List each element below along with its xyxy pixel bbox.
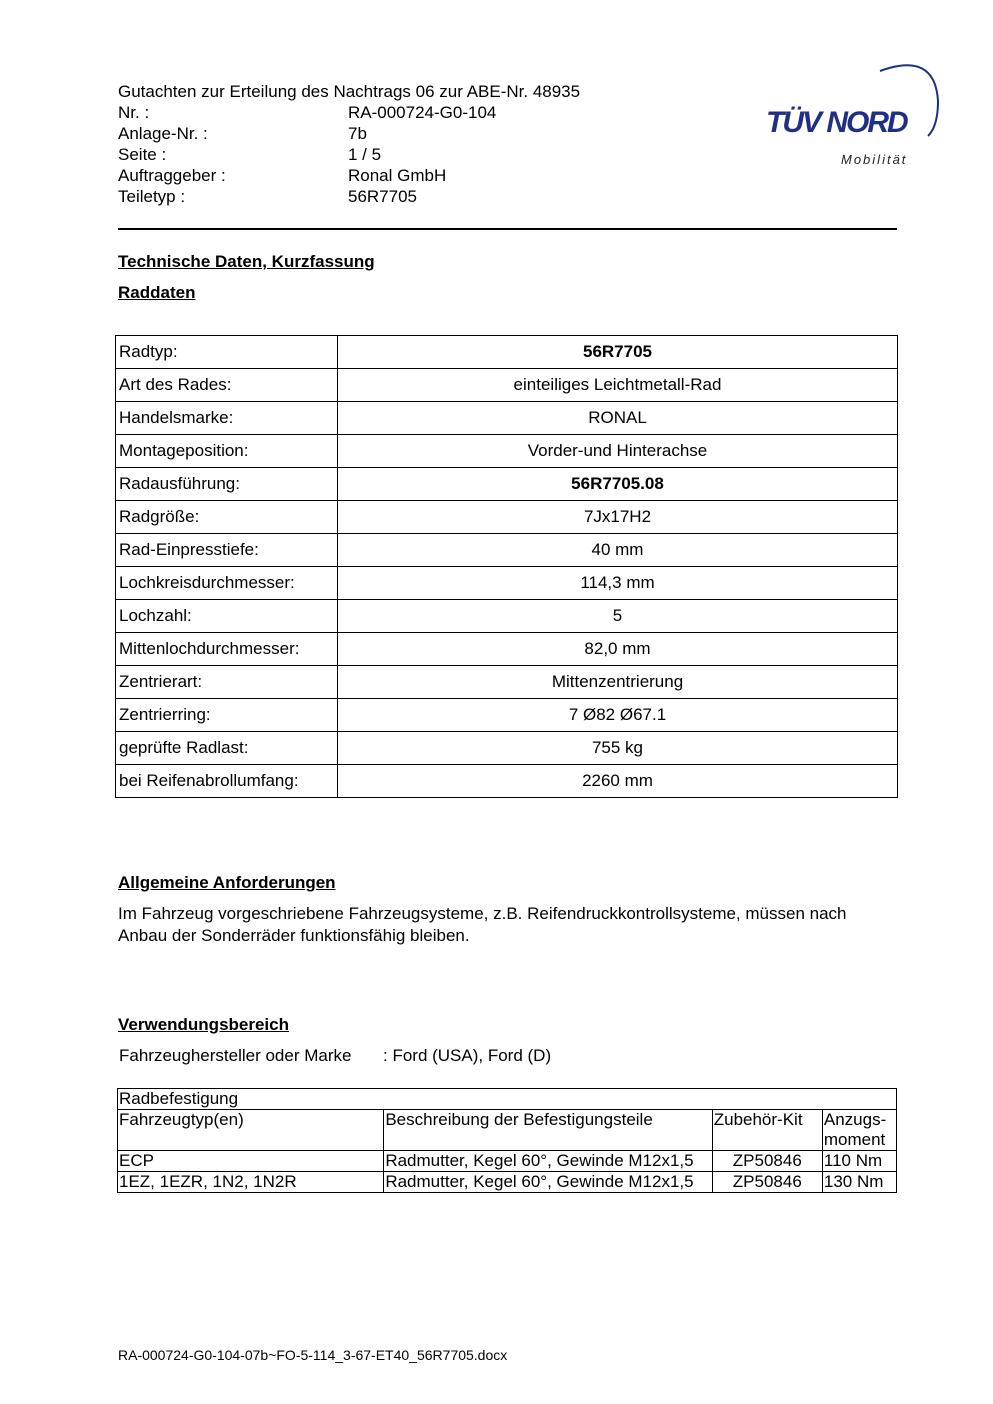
vehicle-maker: [119, 1046, 551, 1066]
row-value: 114,3 mm: [338, 567, 898, 600]
torque: 130 Nm: [822, 1172, 896, 1193]
field-label: Auftraggeber :: [118, 166, 226, 185]
document-header: [118, 81, 580, 207]
fastener-description: Radmutter, Kegel 60°, Gewinde M12x1,5: [384, 1172, 712, 1193]
table-row: [116, 369, 898, 402]
table-row: [116, 435, 898, 468]
row-label: Radtyp:: [116, 336, 338, 369]
row-label: Radgröße:: [116, 501, 338, 534]
row-value: 56R7705.08: [338, 468, 898, 501]
row-label: Zentrierart:: [116, 666, 338, 699]
table-row: [116, 765, 898, 798]
row-value: 56R7705: [338, 336, 898, 369]
header-divider: [118, 228, 897, 230]
tuv-nord-logo: [760, 56, 942, 171]
row-label: Art des Rades:: [116, 369, 338, 402]
row-value: einteiliges Leichtmetall-Rad: [338, 369, 898, 402]
header-cell: Fahrzeugtyp(en): [118, 1110, 384, 1151]
table-row: [116, 402, 898, 435]
row-value: 755 kg: [338, 732, 898, 765]
document-title: Gutachten zur Erteilung des Nachtrags 06 zur ABE-Nr. 48935: [118, 82, 581, 101]
row-value: RONAL: [338, 402, 898, 435]
footer-filename: RA-000724-G0-104-07b~FO-5-114_3-67-ET40_56R7705.docx: [118, 1347, 508, 1363]
row-label: Handelsmarke:: [116, 402, 338, 435]
torque: 110 Nm: [822, 1151, 896, 1172]
table-row: [116, 600, 898, 633]
row-value: 7 Ø82 Ø67.1: [338, 699, 898, 732]
row-value: Vorder-und Hinterachse: [338, 435, 898, 468]
vehicle-types: 1EZ, 1EZR, 1N2, 1N2R: [118, 1172, 384, 1193]
maker-value: : Ford (USA), Ford (D): [383, 1046, 552, 1065]
table-row: [118, 1151, 897, 1172]
table-row: [116, 501, 898, 534]
table-row: [116, 666, 898, 699]
table-row: [116, 732, 898, 765]
row-label: Zentrierring:: [116, 699, 338, 732]
table-row: [116, 468, 898, 501]
table-row: [118, 1172, 897, 1193]
table-row: [116, 534, 898, 567]
header-field-nr: [118, 102, 580, 123]
table-row: [116, 567, 898, 600]
field-value: 1 / 5: [348, 145, 382, 164]
row-value: 2260 mm: [338, 765, 898, 798]
row-label: Lochzahl:: [116, 600, 338, 633]
usage-heading: Verwendungsbereich: [118, 1015, 289, 1034]
row-value: 82,0 mm: [338, 633, 898, 666]
header-cell: Beschreibung der Befestigungsteile: [384, 1110, 712, 1151]
field-label: Seite :: [118, 145, 167, 164]
row-label: Montageposition:: [116, 435, 338, 468]
field-label: Anlage-Nr. :: [118, 124, 208, 143]
field-value: RA-000724-G0-104: [348, 103, 497, 122]
row-value: 7Jx17H2: [338, 501, 898, 534]
fastener-description: Radmutter, Kegel 60°, Gewinde M12x1,5: [384, 1151, 712, 1172]
table-row: [116, 633, 898, 666]
requirements-text: Im Fahrzeug vorgeschriebene Fahrzeugsysteme, z.B. Reifendruckkontrollsysteme, müssen nach Anbau der Sonderräder funktionsfähig bleiben.: [118, 904, 847, 945]
field-value: Ronal GmbH: [348, 166, 447, 185]
row-label: Radausführung:: [116, 468, 338, 501]
row-value: 40 mm: [338, 534, 898, 567]
mounting-title-row: [118, 1089, 897, 1110]
mounting-header-row: [118, 1110, 897, 1151]
field-value: 7b: [348, 124, 367, 143]
header-cell: Anzugs-moment: [822, 1110, 896, 1151]
logo-subtitle: Mobilität: [841, 152, 908, 167]
mounting-title: Radbefestigung: [118, 1089, 897, 1110]
header-cell: Zubehör-Kit: [712, 1110, 822, 1151]
row-label: bei Reifenabrollumfang:: [116, 765, 338, 798]
row-label: geprüfte Radlast:: [116, 732, 338, 765]
maker-label: Fahrzeughersteller oder Marke: [119, 1046, 352, 1065]
row-value: 5: [338, 600, 898, 633]
table-row: [116, 336, 898, 369]
section-title: Technische Daten, Kurzfassung: [118, 252, 375, 271]
field-label: Nr. :: [118, 103, 150, 122]
row-label: Mittenlochdurchmesser:: [116, 633, 338, 666]
field-label: Teiletyp :: [118, 187, 186, 206]
row-value: Mittenzentrierung: [338, 666, 898, 699]
wheel-data-table: [115, 335, 898, 798]
logo-brand: TÜV NORD: [766, 106, 907, 139]
header-field-anlage: [118, 123, 580, 144]
header-field-teiletyp: [118, 186, 580, 207]
wheel-data-heading: Raddaten: [118, 283, 196, 302]
field-value: 56R7705: [348, 187, 418, 206]
header-field-auftraggeber: [118, 165, 580, 186]
vehicle-types: ECP: [118, 1151, 384, 1172]
requirements-heading: Allgemeine Anforderungen: [118, 873, 336, 892]
accessory-kit: ZP50846: [712, 1172, 822, 1193]
table-row: [116, 699, 898, 732]
row-label: Rad-Einpresstiefe:: [116, 534, 338, 567]
row-label: Lochkreisdurchmesser:: [116, 567, 338, 600]
mounting-table: [117, 1088, 897, 1193]
accessory-kit: ZP50846: [712, 1151, 822, 1172]
header-field-seite: [118, 144, 580, 165]
